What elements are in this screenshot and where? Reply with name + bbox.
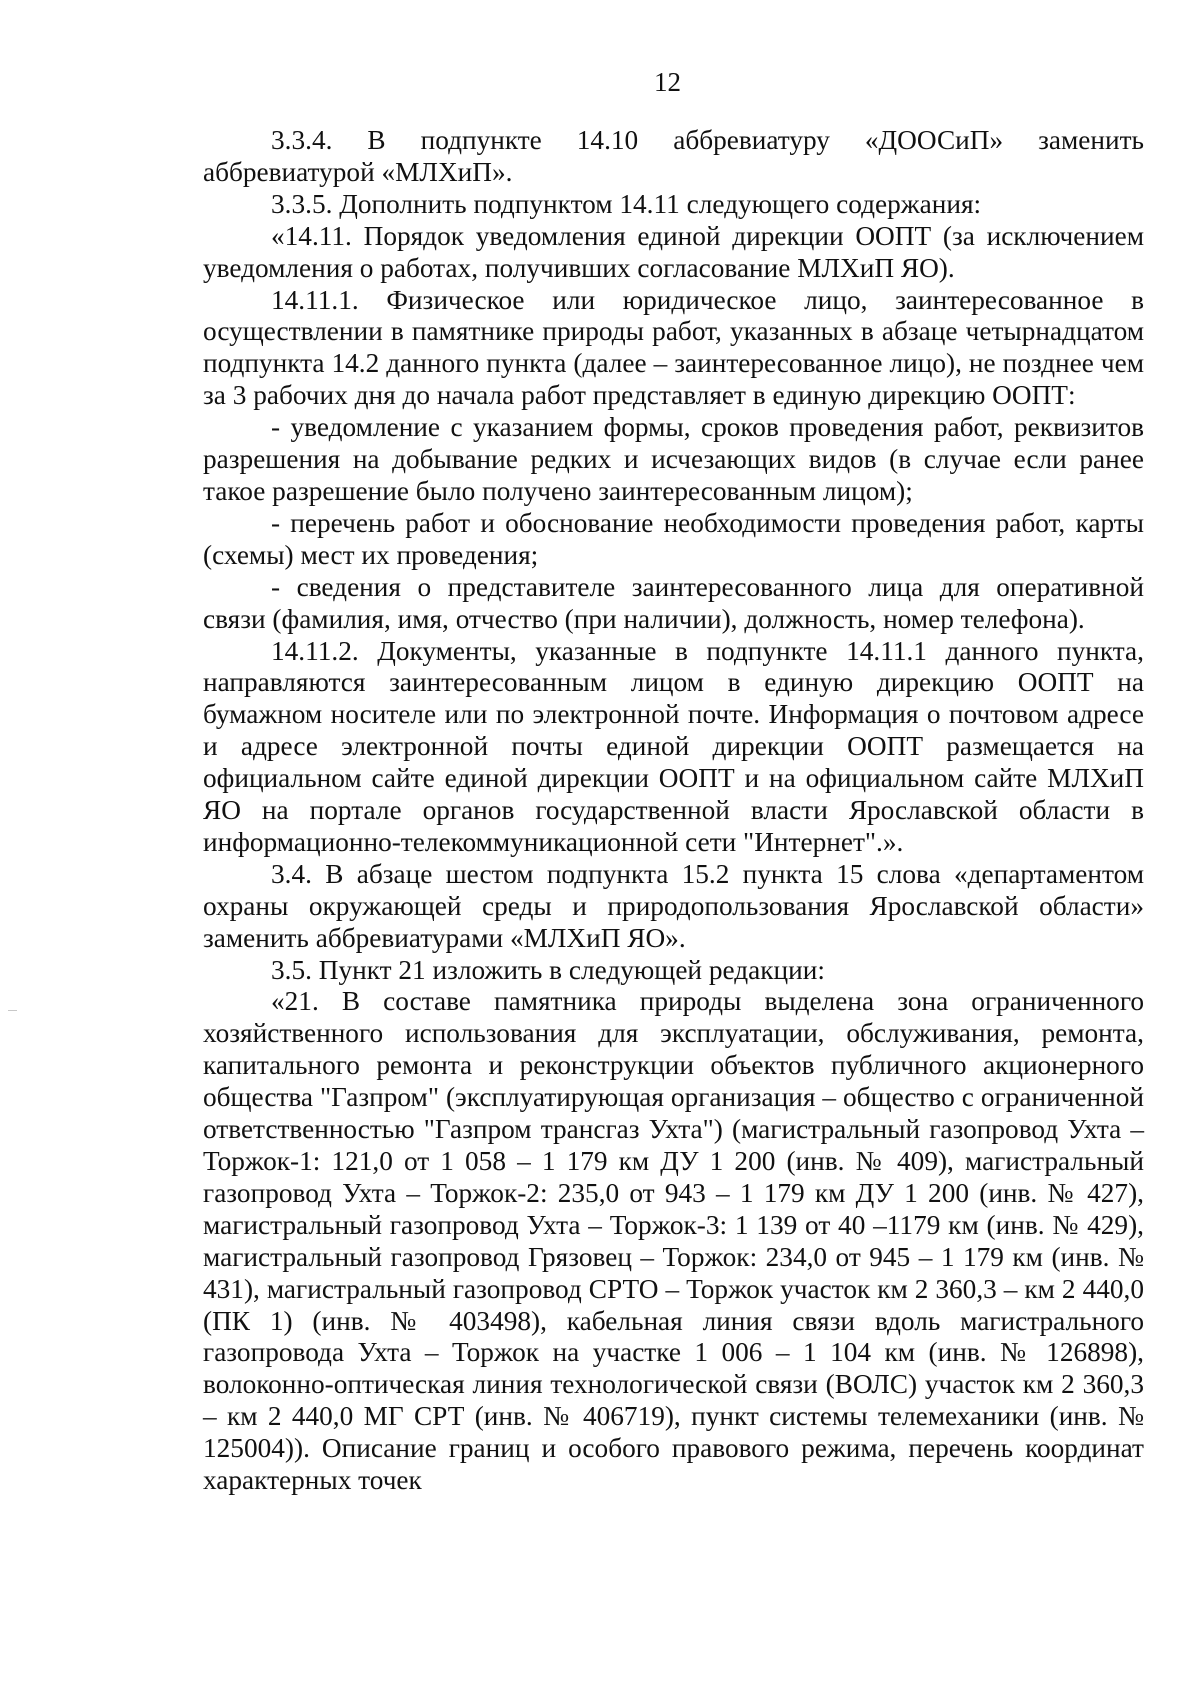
paragraph-14-11-2: 14.11.2. Документы, указанные в подпункте 14.11.1 данного пункта, направляются заинтересованным лицом в единую дирекцию ООПТ на бумажном носителе или по электронной почте. Информация о почтовом адресе и адресе электронной почты единой дирекции ООПТ размещается на официальном сайте единой дирекции ООПТ и на официальном сайте МЛХиП ЯО на портале органов государственной власти Ярославской области в информационно-телекоммуникационной сети "Интернет".». <box>203 635 1144 857</box>
paragraph-3-5: 3.5. Пункт 21 изложить в следующей редакции: <box>271 954 825 985</box>
paragraph-14-11-1: 14.11.1. Физическое или юридическое лицо, заинтересованное в осуществлении в памятнике природы работ, указанных в абзаце четырнадцатом подпункта 14.2 данного пункта (далее – заинтересованное лицо), не позднее чем за 3 рабочих дня до начала работ представляет в единую дирекцию ООПТ: <box>203 284 1144 411</box>
paragraph-21: «21. В составе памятника природы выделена зона ограниченного хозяйственного использования для эксплуатации, обслуживания, ремонта, капитального ремонта и реконструкции объектов публичного акционерного общества "Газпром" (эксплуатирующая организация – общество с ограниченной ответственностью "Газпром трансгаз Ухта") (магистральный газопровод Ухта – Торжок-1: 121,0 от 1 058 – 1 179 км ДУ 1 200 (инв. № 409), магистральный газопровод Ухта – Торжок-2: 235,0 от 943 – 1 179 км ДУ 1 200 (инв. № 427), магистральный газопровод Ухта – Торжок-3: 1 139 от 40 –1179 км (инв. № 429), магистральный газопровод Грязовец – Торжок: 234,0 от 945 – 1 179 км (инв. № 431), магистральный газопровод СРТО – Торжок участок км 2 360,3 – км 2 440,0 (ПК 1) (инв. № 403498), кабельная линия связи вдоль магистрального газопровода Ухта – Торжок на участке 1 006 – 1 104 км (инв. № 126898), волоконно-оптическая линия технологической связи (ВОЛС) участок км 2 360,3 – км 2 440,0 МГ СРТ (инв. № 406719), пункт системы телемеханики (инв. № 125004)). Описание границ и особого правового режима, перечень координат характерных точек <box>203 986 1144 1496</box>
list-item-representative: - сведения о представителе заинтересованного лица для оперативной связи (фамилия, имя, отчество (при наличии), должность, номер телефона). <box>203 571 1144 634</box>
list-item-notification: - уведомление с указанием формы, сроков проведения работ, реквизитов разрешения на добывание редких и исчезающих видов (в случае если ранее такое разрешение было получено заинтересованным лицом); <box>203 412 1144 506</box>
paragraph-14-11-title: «14.11. Порядок уведомления единой дирекции ООПТ (за исключением уведомления о работах, получивших согласование МЛХиП ЯО). <box>203 220 1144 283</box>
paragraph-3-4: 3.4. В абзаце шестом подпункта 15.2 пункта 15 слова «департаментом охраны окружающей среды и природопользования Ярославской области» заменить аббревиатурами «МЛХиП ЯО». <box>203 858 1144 953</box>
document-body <box>203 125 1144 1497</box>
page-number: 12 <box>654 67 681 97</box>
list-item-works-list: - перечень работ и обоснование необходимости проведения работ, карты (схемы) мест их проведения; <box>203 507 1144 570</box>
paragraph-3-3-5: 3.3.5. Дополнить подпунктом 14.11 следующего содержания: <box>271 188 982 219</box>
margin-mark <box>8 1010 17 1011</box>
paragraph-3-3-4: 3.3.4. В подпункте 14.10 аббревиатуру «ДООСиП» заменить аббревиатурой «МЛХиП». <box>203 125 1144 187</box>
